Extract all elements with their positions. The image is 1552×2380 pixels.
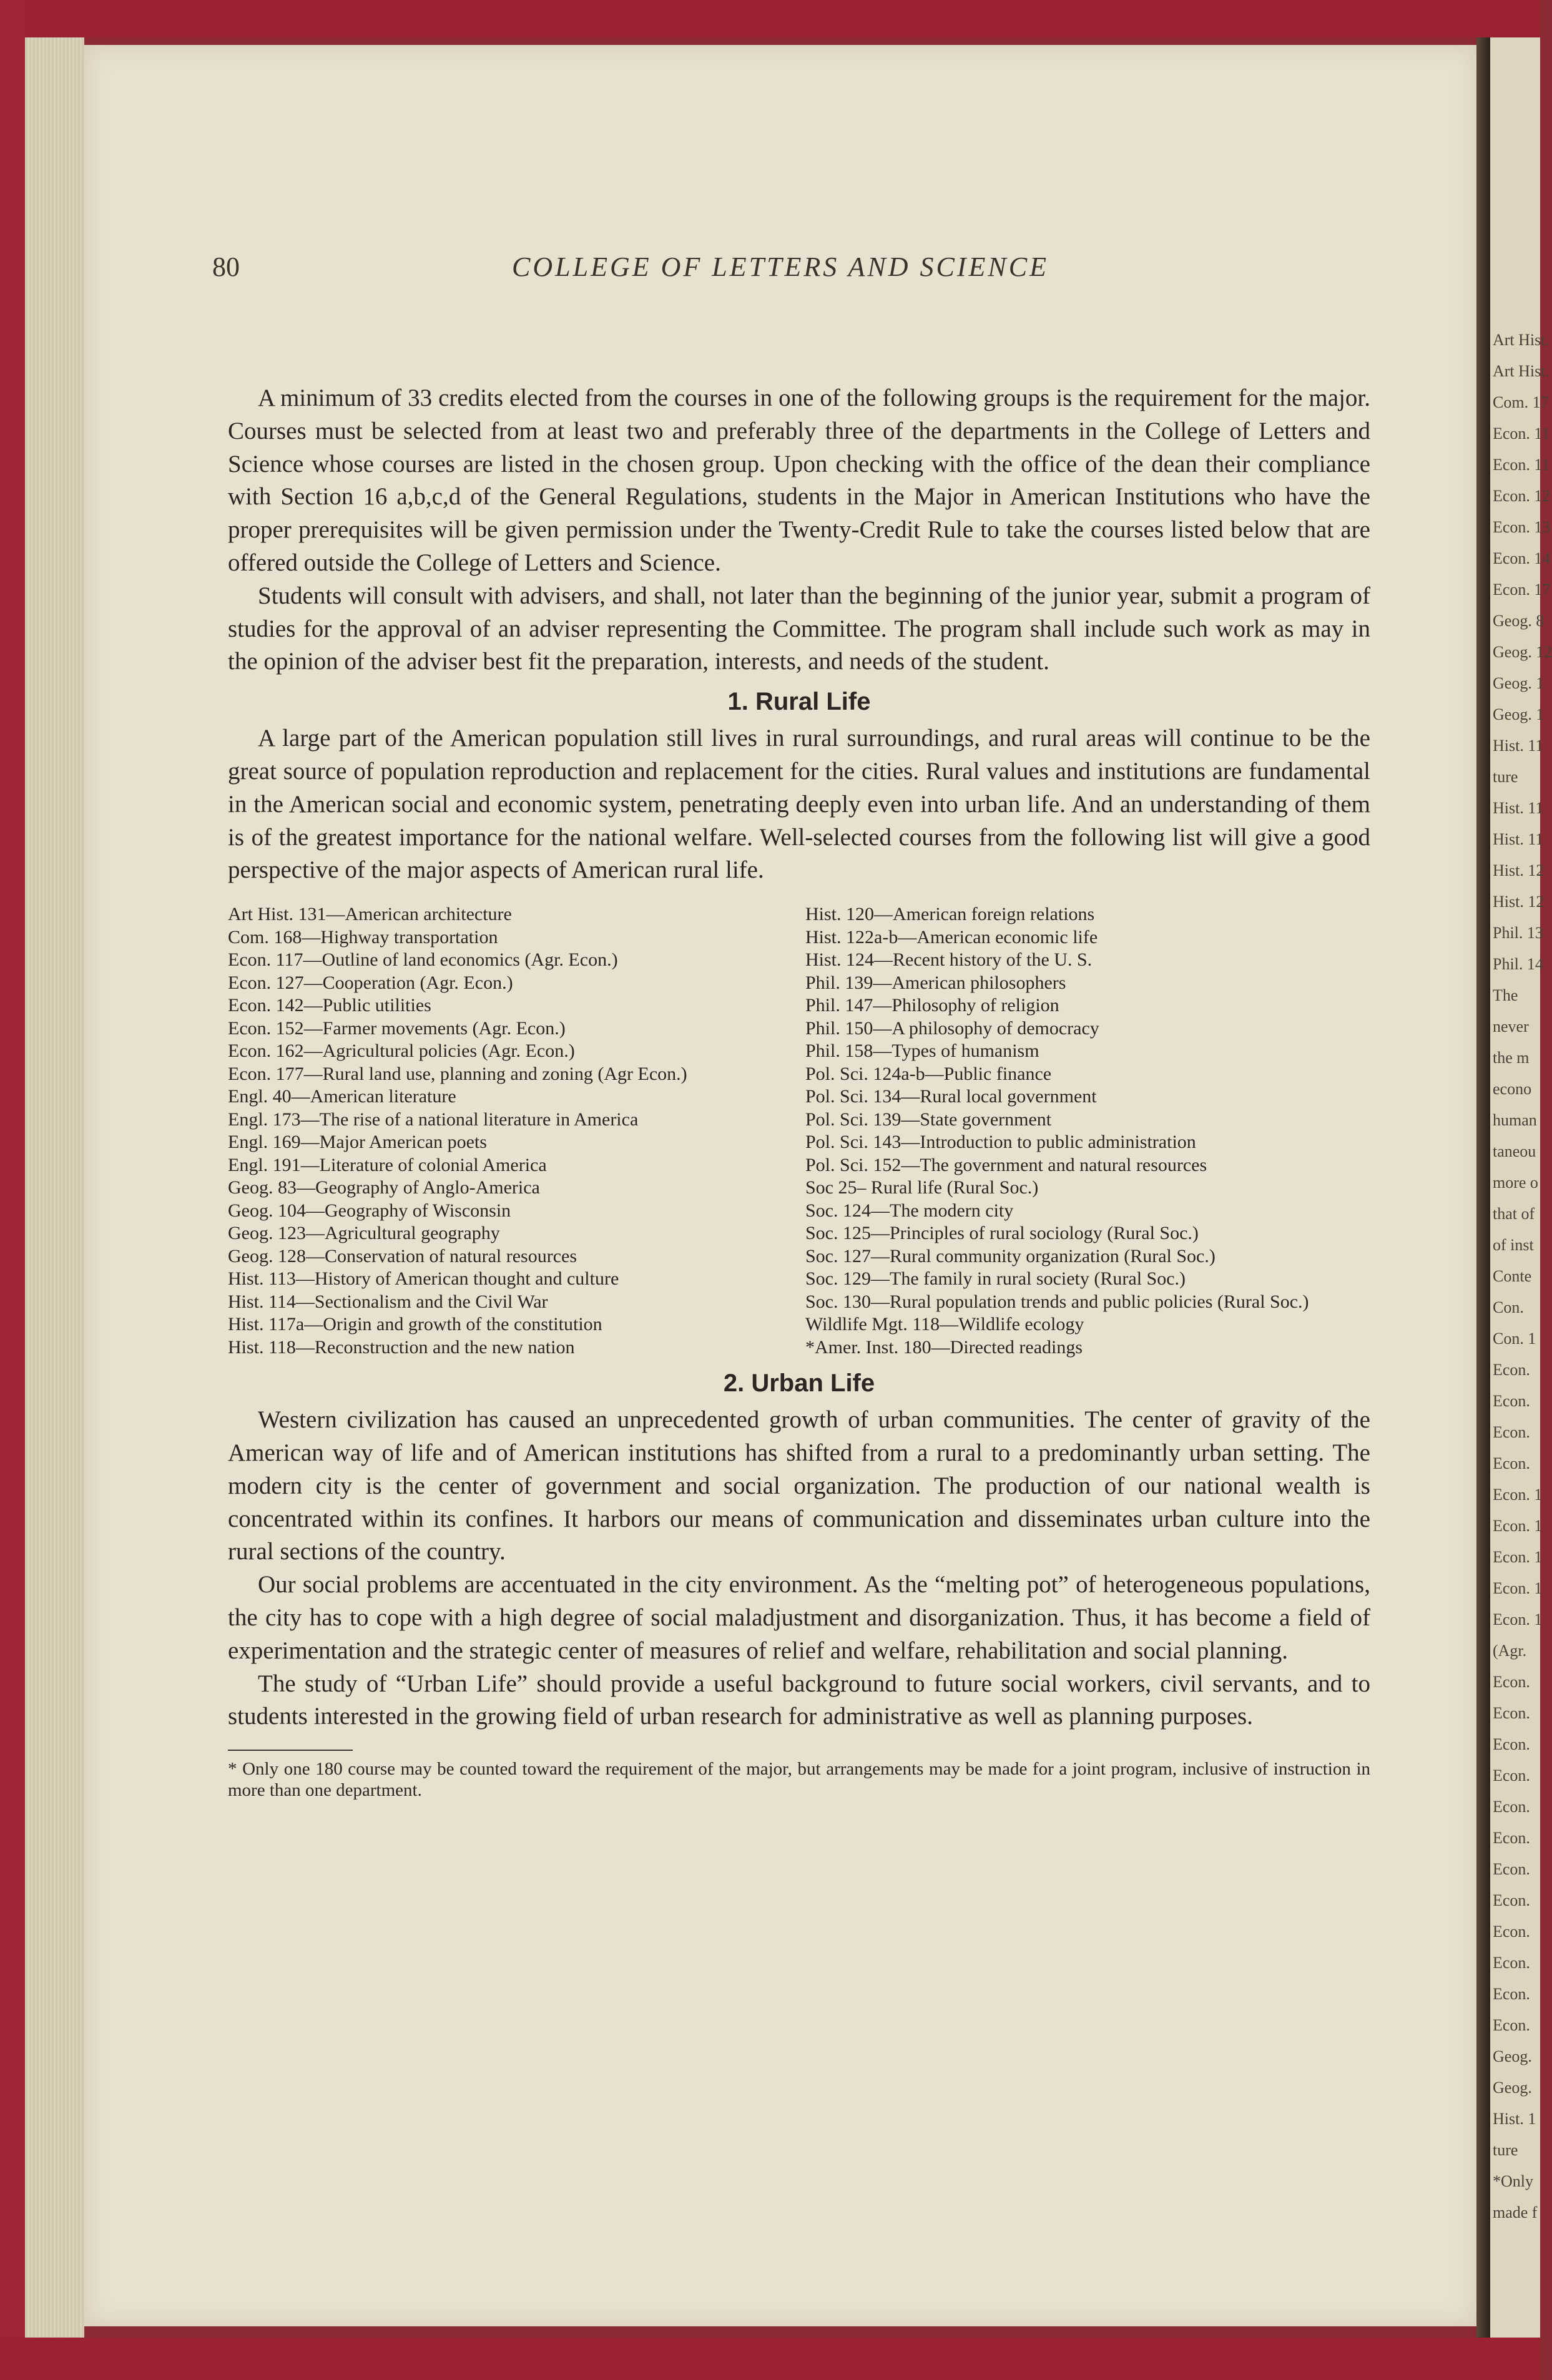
running-title: COLLEGE OF LETTERS AND SCIENCE	[512, 252, 1049, 282]
facing-page-fragment: Econ.	[1493, 1954, 1530, 1972]
course-item: Pol. Sci. 124a-b—Public finance	[805, 1063, 1052, 1084]
facing-page-fragment: Phil. 13	[1493, 924, 1543, 942]
facing-page-edge	[1490, 37, 1552, 2338]
course-item: Engl. 191—Literature of colonial America	[228, 1154, 547, 1175]
facing-page-fragment: Geog. 12	[1493, 643, 1552, 661]
facing-page-fragment: Econ. 13	[1493, 518, 1551, 536]
facing-page-fragment: Econ. 11	[1493, 456, 1550, 474]
course-item: Econ. 162—Agricultural policies (Agr. Econ.)	[228, 1041, 575, 1062]
facing-page-fragment: Econ.	[1493, 1392, 1530, 1410]
facing-page-fragment: Econ. 12	[1493, 487, 1551, 505]
intro-paragraph: Students will consult with advisers, and shall, not later than the beginning of the junior year, submit a program of studies for the approval of an adviser representing the Committee. The program shall include such work as may in the opinion of the adviser best fit the preparation, interests, and needs of the student.	[228, 582, 1370, 675]
book-cover-left-edge	[0, 0, 25, 2380]
facing-page-fragment: Conte	[1493, 1267, 1532, 1285]
facing-page-fragment: Hist. 1	[1493, 2110, 1536, 2128]
course-item: Econ. 117—Outline of land economics (Agr. Econ.)	[228, 949, 618, 971]
section-heading-rural-life: 1. Rural Life	[727, 688, 871, 716]
section-heading-urban-life: 2. Urban Life	[723, 1369, 875, 1398]
course-item: Wildlife Mgt. 118—Wildlife ecology	[805, 1314, 1084, 1335]
facing-page-fragment: ture	[1493, 768, 1518, 786]
facing-page-fragment: Econ.	[1493, 1673, 1530, 1691]
facing-page-fragment: Econ.	[1493, 1891, 1530, 1909]
facing-page-fragment: Econ.	[1493, 1829, 1530, 1847]
course-item: Pol. Sci. 134—Rural local government	[805, 1086, 1097, 1107]
facing-page-fragment: Hist. 11	[1493, 830, 1544, 848]
facing-page-fragment: Geog. 1	[1493, 674, 1545, 692]
facing-page-fragment: Com. 17	[1493, 393, 1549, 411]
course-item: Hist. 114—Sectionalism and the Civil War	[228, 1291, 548, 1312]
facing-page-fragment: Econ.	[1493, 1922, 1530, 1941]
facing-page-fragment: the m	[1493, 1049, 1530, 1067]
facing-page-fragment: taneou	[1493, 1142, 1536, 1160]
course-item: Hist. 118—Reconstruction and the new nation	[228, 1336, 575, 1358]
course-item: Geog. 104—Geography of Wisconsin	[228, 1200, 511, 1221]
urban-life-paragraph: Western civilization has caused an unprecedented growth of urban communities. The center of gravity of the American way of life and of American institutions has shifted from a rural to a predominantly urban setting. The modern city is the center of government and social organization. The production of our national wealth is concentrated within its confines. It harbors our means of communication and disseminates urban culture into the rural sections of the country.	[228, 1406, 1370, 1565]
course-item: Geog. 128—Conservation of natural resources	[228, 1245, 577, 1266]
course-item: Geog. 123—Agricultural geography	[228, 1223, 500, 1244]
course-item: Hist. 117a—Origin and growth of the constitution	[228, 1314, 602, 1335]
course-item: Phil. 150—A philosophy of democracy	[805, 1017, 1099, 1039]
page-header	[84, 251, 1476, 307]
facing-page-fragment: Econ. 1	[1493, 1548, 1543, 1566]
facing-page-fragment: Geog.	[1493, 2079, 1532, 2097]
facing-page-fragment: Econ.	[1493, 1766, 1530, 1785]
facing-page-fragment: more o	[1493, 1173, 1538, 1192]
facing-page-fragment: Econ. 17	[1493, 580, 1551, 599]
facing-page-fragment: that of	[1493, 1205, 1535, 1223]
course-item: Pol. Sci. 143—Introduction to public administration	[805, 1132, 1196, 1153]
facing-page-fragment: Econ. 1	[1493, 1486, 1543, 1504]
facing-page-fragment: Con. 1	[1493, 1330, 1536, 1348]
facing-page-fragment: Econ.	[1493, 1361, 1530, 1379]
facing-page-fragment: Econ.	[1493, 1735, 1530, 1753]
course-item: Soc. 124—The modern city	[805, 1200, 1014, 1221]
facing-page-fragment: *Only	[1493, 2172, 1533, 2190]
facing-page-fragment: ture	[1493, 2141, 1518, 2159]
course-item: Hist. 122a-b—American economic life	[805, 926, 1098, 948]
facing-page-fragment: Geog.	[1493, 2047, 1532, 2065]
facing-page-fragment: The	[1493, 986, 1518, 1004]
facing-page-fragment: Econ. 14	[1493, 549, 1551, 567]
facing-page-fragment: econo	[1493, 1080, 1532, 1098]
book-page	[84, 45, 1476, 2326]
course-item: Phil. 158—Types of humanism	[805, 1041, 1039, 1062]
course-item: Hist. 124—Recent history of the U. S.	[805, 949, 1093, 971]
course-item: Hist. 120—American foreign relations	[805, 904, 1095, 925]
footnote-divider	[228, 1750, 353, 1751]
course-item: Econ. 142—Public utilities	[228, 995, 431, 1016]
facing-page-fragment: Econ. 11	[1493, 424, 1550, 443]
facing-page-fragment: Econ.	[1493, 2016, 1530, 2034]
course-item: Art Hist. 131—American architecture	[228, 904, 512, 925]
facing-page-fragment: Econ.	[1493, 1798, 1530, 1816]
intro-paragraph: A minimum of 33 credits elected from the courses in one of the following groups is the requirement for the major. Courses must be selected from at least two and preferably three of the departments in the College of Letters and Science whose courses are listed in the chosen group. Upon checking with the office of the dean their compliance with Section 16 a,b,c,d of the General Regulations, students in the Major in American Institutions who have the proper prerequisites will be given permission under the Twenty-Credit Rule to take the courses listed below that are offered outside the College of Letters and Science.	[228, 384, 1370, 576]
facing-page-fragment: made f	[1493, 2203, 1538, 2221]
facing-page-fragment: Econ.	[1493, 1704, 1530, 1722]
book-gutter	[1476, 37, 1490, 2338]
rural-course-list	[228, 903, 1370, 1359]
facing-page-fragment: Phil. 14	[1493, 955, 1543, 973]
course-item: Hist. 113—History of American thought and culture	[228, 1268, 619, 1290]
course-item: Geog. 83—Geography of Anglo-America	[228, 1177, 540, 1198]
urban-life-paragraph: The study of “Urban Life” should provide a useful background to future social workers, civil servants, and to students interested in the growing field of urban research for administrative as well as planning purposes.	[228, 1670, 1370, 1730]
course-item: Soc. 125—Principles of rural sociology (Rural Soc.)	[805, 1223, 1199, 1244]
course-item: *Amer. Inst. 180—Directed readings	[805, 1336, 1083, 1358]
course-item: Soc. 127—Rural community organization (Rural Soc.)	[805, 1245, 1216, 1266]
course-item: Soc 25– Rural life (Rural Soc.)	[805, 1177, 1039, 1198]
course-item: Phil. 147—Philosophy of religion	[805, 995, 1059, 1016]
facing-page-fragment: Hist. 12	[1493, 861, 1545, 879]
footnote: * Only one 180 course may be counted toward the requirement of the major, but arrangements may be made for a joint program, inclusive of instruction in more than one department.	[228, 1759, 1370, 1801]
facing-page-fragment: Econ.	[1493, 1985, 1530, 2003]
course-item: Engl. 173—The rise of a national literature in America	[228, 1109, 639, 1130]
facing-page-fragment: Econ. 1	[1493, 1579, 1543, 1597]
facing-page-fragment: Econ. 1	[1493, 1517, 1543, 1535]
facing-page-fragment: never	[1493, 1017, 1529, 1036]
page-edges-left	[25, 37, 84, 2338]
facing-page-fragment: Geog. 1	[1493, 705, 1545, 723]
facing-page-fragment: Hist. 11	[1493, 737, 1544, 755]
course-item: Pol. Sci. 152—The government and natural resources	[805, 1154, 1207, 1175]
facing-page-fragment: human	[1493, 1111, 1537, 1129]
facing-page-fragment: Art Hist.	[1493, 362, 1550, 380]
urban-life-paragraph: Our social problems are accentuated in the city environment. As the “melting pot” of heterogeneous populations, the city has to cope with a high degree of social maladjustment and disorganization. Thus, it has become a field of experimentation and the strategic center of measures of relief and welfare, rehabilitation and social planning.	[228, 1571, 1370, 1664]
facing-page-fragment: Econ.	[1493, 1860, 1530, 1878]
facing-page-fragment: Con.	[1493, 1298, 1524, 1316]
course-item: Econ. 152—Farmer movements (Agr. Econ.)	[228, 1017, 566, 1039]
facing-page-fragment: Econ. 1	[1493, 1610, 1543, 1628]
course-column-left	[228, 903, 765, 1359]
facing-page-fragment: Hist. 11	[1493, 799, 1544, 817]
facing-page-fragment: of inst	[1493, 1236, 1534, 1254]
course-item: Soc. 129—The family in rural society (Rural Soc.)	[805, 1268, 1186, 1290]
course-item: Engl. 169—Major American poets	[228, 1132, 487, 1153]
book-cover-top-edge	[0, 0, 1540, 37]
book-cover-bottom-edge	[0, 2338, 1540, 2380]
facing-page-fragment: Geog. 8	[1493, 612, 1545, 630]
course-column-right	[805, 903, 1370, 1359]
facing-page-fragment: (Agr.	[1493, 1642, 1527, 1660]
course-item: Com. 168—Highway transportation	[228, 926, 498, 948]
course-item: Engl. 40—American literature	[228, 1086, 456, 1107]
facing-page-fragment: Econ.	[1493, 1423, 1530, 1441]
course-item: Pol. Sci. 139—State government	[805, 1109, 1052, 1130]
course-item: Phil. 139—American philosophers	[805, 972, 1066, 993]
course-item: Econ. 127—Cooperation (Agr. Econ.)	[228, 972, 513, 993]
rural-life-paragraph: A large part of the American population still lives in rural surroundings, and rural areas will continue to be the great source of population reproduction and replacement for the cities. Rural values and institutions are fundamental in the American social and economic system, penetrating deeply even into urban life. And an understanding of them is of the greatest importance for the national welfare. Well-selected courses from the following list will give a good perspective of the major aspects of American rural life.	[228, 725, 1370, 884]
course-item: Soc. 130—Rural population trends and public policies (Rural Soc.)	[805, 1291, 1309, 1312]
course-item: Econ. 177—Rural land use, planning and zoning (Agr Econ.)	[228, 1063, 687, 1084]
facing-page-fragment: Econ.	[1493, 1454, 1530, 1472]
facing-page-fragment: Hist. 12	[1493, 893, 1545, 911]
page-number: 80	[212, 252, 240, 282]
facing-page-fragment: Art Hist.	[1493, 331, 1550, 349]
page-body	[228, 382, 1370, 1801]
